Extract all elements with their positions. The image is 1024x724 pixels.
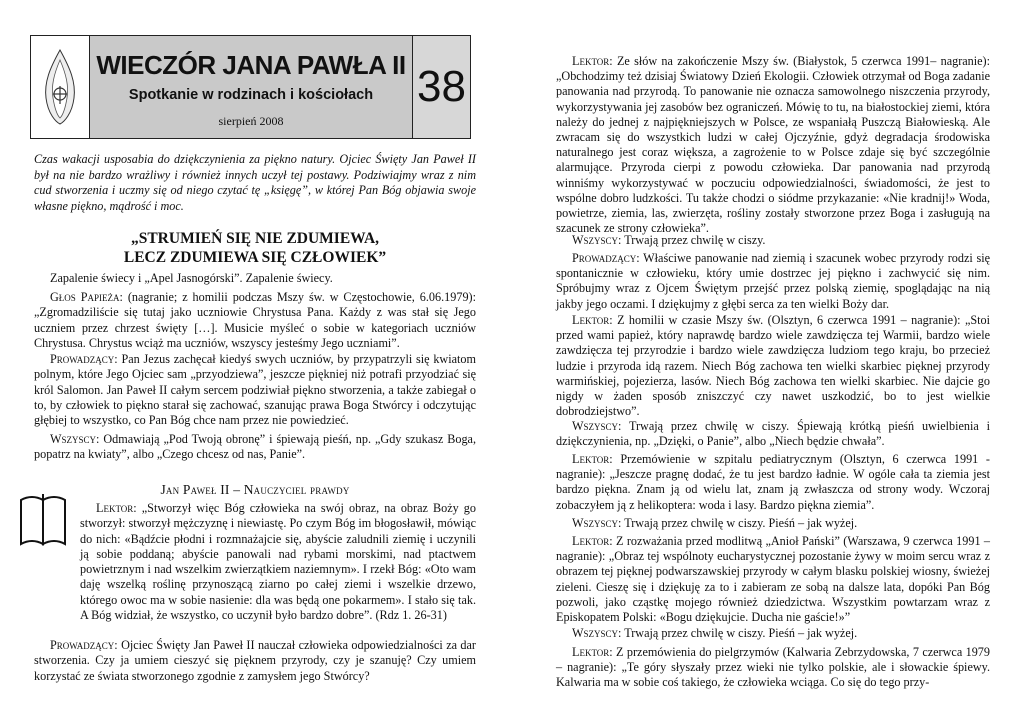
paragraph-text: : Z przemówienia do pielgrzymów (Kalwaria Zebrzydowska, 7 czerwca 1979 – nagranie): „Te góry słyszały przez wieki nie tylko polskie, ale i słowackie śpiewy. Kalwaria ma w sobie coś takiego, że człowieka wciąga. Co się do tego przy- bbox=[556, 645, 990, 690]
paragraph-leader-1 bbox=[34, 352, 476, 428]
issue-number: 38 bbox=[413, 36, 470, 138]
candle-logo-icon bbox=[40, 48, 80, 126]
paragraph-all-5 bbox=[556, 626, 990, 641]
paragraph-text: : Trwają przez chwilę w ciszy. Pieśń – jak wyżej. bbox=[618, 626, 858, 640]
speaker-label: Lektor bbox=[572, 645, 610, 659]
title-cell bbox=[90, 36, 413, 138]
paragraph-all-4 bbox=[556, 516, 990, 531]
paragraph-candle: Zapalenie świecy i „Apel Jasnogórski”. Zapalenie świecy. bbox=[50, 271, 333, 285]
paragraph-leader-3 bbox=[556, 251, 990, 312]
open-book-icon bbox=[18, 490, 68, 548]
paragraph-all-3 bbox=[556, 419, 990, 449]
paragraph-text: : Pan Jezus zachęcał kiedyś swych uczniów, by przypatrzyli się kwiatom polnym, które Jego Ojciec sam „przyodziewa”, jeszcze piękniej niż potrafi przyodziać się król Salomon. Jan Paweł II całym sercem podziwiał piękno stworzenia, a także zabiegał o to, by człowiek to piękno starał się zachować, szanując prawa Boga Stwórcy i odczytując głębiej to wszystko, co Pan Bóg chce nam przez nie powiedzieć. bbox=[34, 352, 476, 428]
speaker-label: Lektor bbox=[572, 54, 610, 68]
paragraph-text: : Ze słów na zakończenie Mszy św. (Białystok, 5 czerwca 1991– nagranie): „Obchodzimy też dzisiaj Światowy Dzień Ekologii. Człowiek otrzymał od Boga zadanie panowania nad przyrodą. To panowanie nie oznacza samowolnego niszczenia przyrody, wykorzystywania jej zasobów bez ograniczeń. Mówię to tu, na białostockiej ziemi, która należy do jednej z najpiękniejszych w Polsce, ze wspaniałą Puszczą Białowieską. Ale zwracam się do wszystkich ludzi w całej Ojczyźnie, gdyż degradacja środowiska naturalnego jest coraz większa, a zagrożenie to w Polsce zdaje się być szczególnie alarmujące. Przyroda cierpi z powodu człowieka. Dar panowania nad przyrodą winniśmy wykorzystywać w poczuciu odpowiedzialności, świadomości, że jest to wspólne dobro ludzkości. Tu także chodzi o siódme przykazanie: «Nie kradnij!» Woda, powietrze, ziemia, las, zwierzęta, rośliny zostały stworzone przez Boga i zasługują na szacunek ze strony człowieka”. bbox=[556, 54, 990, 236]
paragraph-reader-hospital bbox=[556, 452, 990, 513]
paragraph-reader-olsztyn bbox=[556, 313, 990, 419]
headline-line-1: „STRUMIEŃ SIĘ NIE ZDUMIEWA, bbox=[130, 230, 380, 247]
paragraph-text: : Trwają przez chwilę w ciszy. bbox=[618, 233, 766, 247]
paragraph-text: : Trwają przez chwilę w ciszy. Pieśń – jak wyżej. bbox=[618, 516, 858, 530]
paragraph-leader-2 bbox=[34, 638, 476, 684]
speaker-label: Wszyscy bbox=[572, 516, 619, 530]
headline-line-2: LECZ ZDUMIEWA SIĘ CZŁOWIEK” bbox=[123, 249, 387, 266]
paragraph-text: : „Stworzył więc Bóg człowieka na swój obraz, na obraz Boży go stworzył: stworzył mężczyznę i niewiastę. Po czym Bóg im błogosławił, mówiąc do nich: «Bądźcie płodni i rozmnażajcie się, abyście zaludnili ziemię i uczynili ją sobie poddaną; abyście panowali nad rybami morskimi, nad ptactwem powietrznym i nad wszelkim zwierzątkiem naziemnym». I rzekł Bóg: «Oto wam daję wszelką roślinę przynoszącą ziarno po całej ziemi i wszelkie drzewo, którego owoc ma w sobie nasienie: dla was będą one pokarmem». I stało się tak. A Bóg widział, że wszystko, co uczynił było bardzo dobre”. (Rdz 1. 26-31) bbox=[80, 501, 476, 623]
speaker-label: Lektor bbox=[572, 313, 610, 327]
logo-cell bbox=[31, 36, 90, 138]
paragraph-text: : (nagranie; z homilii podczas Mszy św. w Częstochowie, 6.06.1979): „Zgromadziliście się tutaj jako uczniowie Chrystusa Pana. Każdy z was stał się Jego uczniem przez chrzest święty […]. Musicie myśleć o sobie w kategoriach uczniów Chrystusa. Chrystus wciąż ma uczniów, wszyscy jesteśmy Jego uczniami”. bbox=[34, 290, 476, 350]
speaker-label: Wszyscy bbox=[572, 233, 619, 247]
bulletin-subtitle: Spotkanie w rodzinach i kościołach bbox=[128, 87, 374, 103]
paragraph-all-2 bbox=[556, 233, 990, 248]
paragraph-text: : Odmawiają „Pod Twoją obronę” i śpiewają pieśń, np. „Gdy szukasz Boga, popatrz na kwiaty”, albo „Czego chcesz od nas, Panie”. bbox=[34, 432, 476, 462]
paragraph-papal-voice bbox=[34, 290, 476, 351]
paragraph-reader-bialystok bbox=[556, 54, 990, 236]
speaker-label: Prowadzący bbox=[50, 638, 115, 652]
speaker-label: Lektor bbox=[96, 501, 134, 515]
paragraph-text: : Z rozważania przed modlitwą „Anioł Pański” (Warszawa, 9 czerwca 1991 – nagranie): „Obraz tej wspólnoty eucharystycznej pozostanie żywy w moim sercu wraz z obrazem tej pięknej podwarszawskiej przyrody w całym blasku polskiej wiosny, świeżej zieleni. Cieszę się i dziękuję za to i zabieram ze sobą na dalsze lata, dopóki Pan Bóg pozwoli, jako cząstkę mojego również dziedzictwa. Wszystkim powtarzam wraz z Episkopatem Polski: «Bogu dziękujcie. Ducha nie gaście!»” bbox=[556, 534, 990, 625]
speaker-label: Wszyscy bbox=[572, 419, 619, 433]
speaker-label: Prowadzący bbox=[50, 352, 115, 366]
paragraph-reader-warsaw bbox=[556, 534, 990, 625]
speaker-label: Wszyscy bbox=[572, 626, 619, 640]
section-headline bbox=[34, 229, 476, 267]
paragraph-text: : Właściwe panowanie nad ziemią i szacunek wobec przyrody rodzi się spontanicznie w człowieku, który umie dostrzec jej piękno i zachwycić się nim. Spróbujmy wraz z Ojcem Świętym przejść przez polską ziemię, spoglądając na nią jakby jego oczami. I dziękujmy z głębi serca za ten wielki Boży dar. bbox=[556, 251, 990, 311]
paragraph-text: : Trwają przez chwilę w ciszy. Śpiewają krótką pieśń uwielbienia i dziękczynienia, np. „Dzięki, o Panie”, albo „Niech będzie chwała”. bbox=[556, 419, 990, 449]
speaker-label: Lektor bbox=[572, 534, 610, 548]
speaker-label: Wszyscy bbox=[50, 432, 97, 446]
intro-paragraph: Czas wakacji usposabia do dziękczynienia za piękno natury. Ojciec Święty Jan Paweł II był na nie bardzo wrażliwy i również innych uczył tej postawy. Podziwiajmy wraz z nim cud stworzenia i uczmy się od niego czytać tę „księgę”, w której Pan Bóg objawia swoje własne piękno, mądrość i moc. bbox=[34, 152, 476, 213]
speaker-label: Prowadzący bbox=[572, 251, 637, 265]
bulletin-header bbox=[30, 35, 471, 139]
section-title-teacher: Jan Paweł II – Nauczyciel prawdy bbox=[160, 482, 350, 497]
paragraph-text: : Z homilii w czasie Mszy św. (Olsztyn, 6 czerwca 1991 – nagranie): „Stoi przed wami papież, który naprawdę bardzo wiele zawdzięcza tej Warmii, bardzo wiele zawdzięcza tej przyrodzie i bardzo wiele zawdzięcza ludziom tego kraju, bo przecież ludzie i przyroda idą razem. Niech Bóg zachowa ten wielki skarbiec pięknej przyrody warmińskiej, pojezierza, lasów. Niech Bóg zachowa ten wielki skarbiec. Nie dajcie go nigdy w żaden sposób zniszczyć czy nawet uszkodzić, bo to jest wielkie dobrodziejstwo”. bbox=[556, 313, 990, 419]
paragraph-text: : Przemówienie w szpitalu pediatrycznym (Olsztyn, 6 czerwca 1991 - nagranie): „Jeszcze pragnę dodać, że tu jest bardzo ładnie. W ogóle cała ta ziemia jest bardzo piękna. Znam ją od wielu lat, znam ją zwłaszcza od strony wody. Wczoraj zobaczyłem ją z helikoptera: woda i lasy. Bardzo piękna ziemia”. bbox=[556, 452, 990, 512]
paragraph-text: : Ojciec Święty Jan Paweł II nauczał człowieka odpowiedzialności za dar stworzenia. Czy ja umiem cieszyć się pięknem przyrody, czy je szanuję? Czy umiem korzystać ze świata stworzonego zgodnie z zamysłem jego Stwórcy? bbox=[34, 638, 476, 683]
bulletin-date: sierpień 2008 bbox=[218, 114, 284, 128]
paragraph-reader-genesis bbox=[80, 501, 476, 623]
paragraph-all-1 bbox=[34, 432, 476, 463]
speaker-label: Lektor bbox=[572, 452, 610, 466]
paragraph-reader-kalwaria bbox=[556, 645, 990, 691]
bulletin-title: WIECZÓR JANA PAWŁA II bbox=[96, 50, 406, 80]
speaker-label: Głos Papieża bbox=[50, 290, 120, 304]
